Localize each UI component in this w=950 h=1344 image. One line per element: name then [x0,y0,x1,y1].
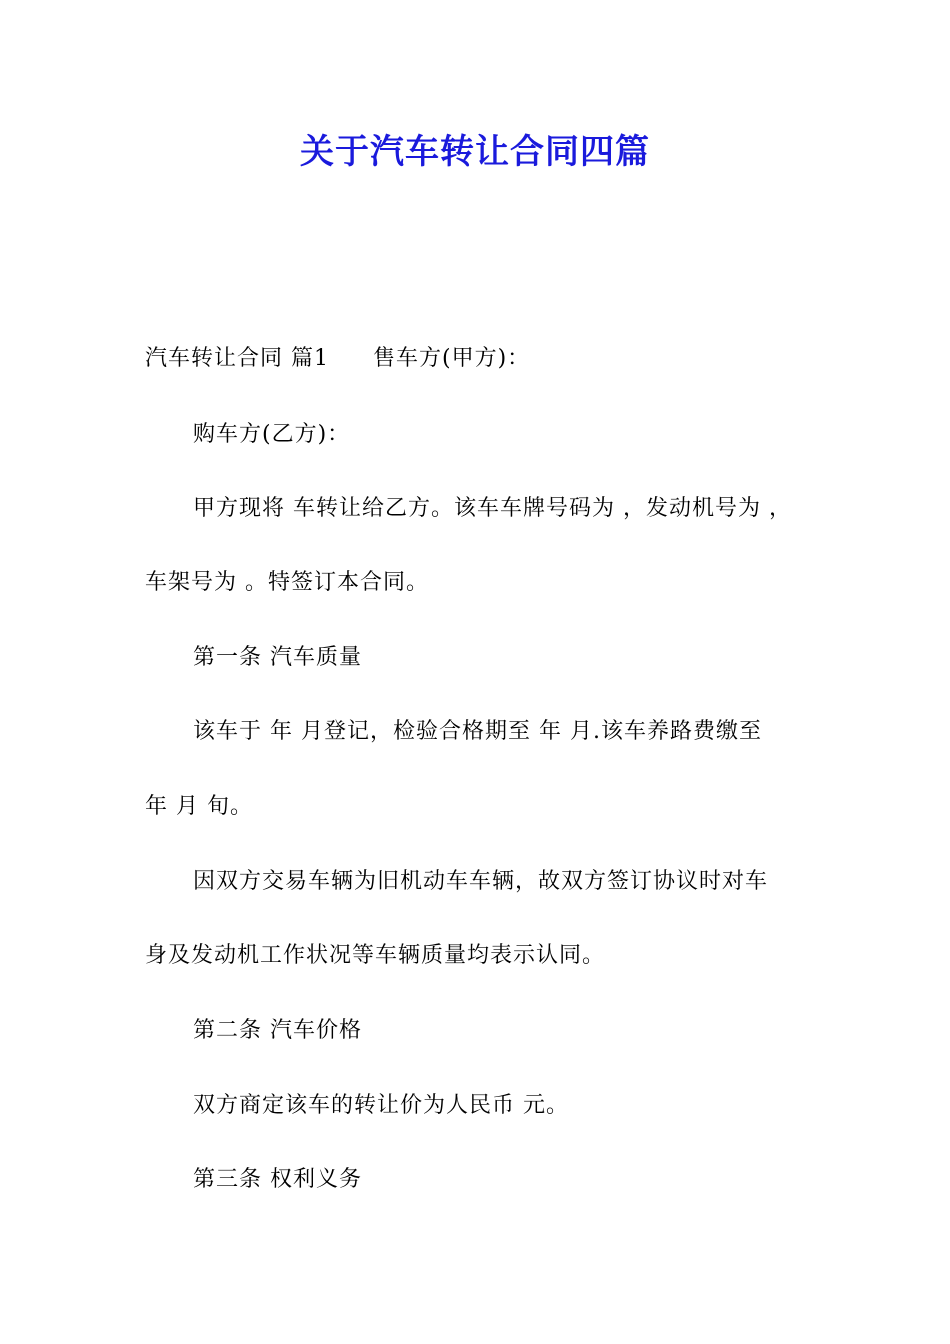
paragraph-2-line-2: 年 月 旬。 [145,794,253,819]
paragraph-3-line-2: 身及发动机工作状况等车辆质量均表示认同。 [145,943,606,968]
contract-heading: 汽车转让合同 篇1 [145,346,329,371]
paragraph-2-line-1: 该车于 年 月登记，检验合格期至 年 月.该车养路费缴至 [193,719,762,744]
article-1-title: 第一条 汽车质量 [193,645,362,670]
paragraph-4: 双方商定该车的转让价为人民币 元。 [193,1093,569,1118]
paragraph-1-line-2: 车架号为 。特签订本合同。 [145,570,429,595]
buyer-label: 购车方(乙方)： [193,422,351,447]
contract-heading-line [145,344,530,374]
seller-label: 售车方(甲方)： [373,346,531,371]
paragraph-1-line-1: 甲方现将 车转让给乙方。该车车牌号码为 ，发动机号为 ， [193,496,792,521]
article-2-title: 第二条 汽车价格 [193,1018,362,1043]
article-3-title: 第三条 权利义务 [193,1167,362,1192]
paragraph-3-line-1: 因双方交易车辆为旧机动车车辆，故双方签订协议时对车 [193,869,769,894]
document-title: 关于汽车转让合同四篇 [300,132,650,172]
